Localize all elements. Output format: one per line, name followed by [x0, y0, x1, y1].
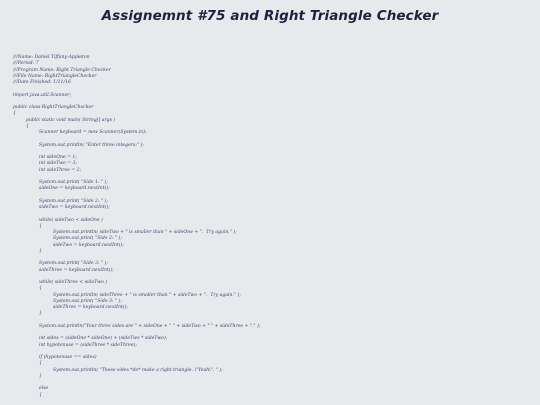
code-line: System.out.println( "Enter three integers:" ); [39, 142, 144, 148]
code-line: System.out.print( "Side 3: " ); [39, 261, 108, 267]
code-line: int sideThree = 2; [39, 167, 82, 173]
code-line: while( sideThree < sideTwo ) [39, 280, 108, 285]
code-line: System.out.print( "Side 2: " ); [39, 198, 108, 204]
code-line: else [39, 386, 49, 392]
code-listing [13, 55, 533, 399]
code-line: } [39, 248, 42, 254]
page-title: Assignemnt #75 and Right Triangle Checker [101, 8, 439, 24]
code-line: Scanner keyboard = new Scanner(System.in); [39, 130, 147, 135]
code-line: { [39, 286, 42, 292]
code-line: System.out.println("Your three sides are " + sideOne + " " + sideTwo + " " + sideThree + "." ); [39, 323, 261, 329]
code-line: while( sideTwo < sideOne ) [39, 217, 103, 223]
code-line: { [39, 361, 42, 367]
code-line: int sides = (sideOne * sideOne) + (sideTwo * sideTwo); [39, 336, 168, 342]
code-line: } [39, 373, 42, 379]
code-line: System.out.print( "Side 1: " ); [39, 180, 108, 185]
code-line: System.out.print( "Side 2: " ); [53, 236, 122, 242]
code-line: System.out.println( "These sides *do* make a right triangle. \"Yeah\". " ); [53, 367, 223, 373]
code-line: public class RightTriangleChecker [13, 105, 94, 110]
code-line: { [39, 392, 42, 398]
code-line: sideOne = keyboard.nextInt(); [39, 186, 110, 192]
code-line: int sideOne = 1; [39, 155, 77, 160]
code-line: public static void main( String[] args ) [26, 117, 116, 123]
code-line: System.out.println( sideTwo + " is smaller than " + sideOne + ". Try again." ); [53, 230, 237, 235]
code-line: ///Date Finished: 1/11/16 [13, 80, 71, 85]
code-line: ///Period: 7 [13, 61, 39, 67]
code-line: { [13, 111, 16, 117]
code-line: } [39, 311, 42, 317]
code-line: { [39, 223, 42, 229]
code-line: { [26, 123, 29, 129]
code-line: sideTwo = keyboard.nextInt(); [39, 205, 110, 210]
code-line: System.out.print( "Side 3: " ); [53, 298, 122, 304]
code-line: import java.util.Scanner; [13, 92, 72, 98]
code-line: ///File Name: RightTriangleChecker [13, 73, 97, 79]
code-line: sideTwo = keyboard.nextInt(); [53, 242, 124, 248]
code-line: sideThree = keyboard.nextInt(); [39, 267, 114, 273]
code-line: System.out.println( sideThree + " is smaller than " + sideTwo + ". Try again." ); [53, 292, 241, 298]
code-line: ///Program Name: Right Triangle Checker [13, 67, 111, 73]
code-line: ///Name: Daniel Tiffany-Appleton [13, 55, 90, 60]
code-line: sideThree = keyboard.nextInt(); [53, 305, 128, 310]
code-line: if (hypotenuse == sides) [39, 355, 97, 360]
code-line: int hypotenuse = (sideThree * sideThree); [39, 342, 137, 348]
code-line: int sideTwo = 3; [39, 161, 78, 167]
